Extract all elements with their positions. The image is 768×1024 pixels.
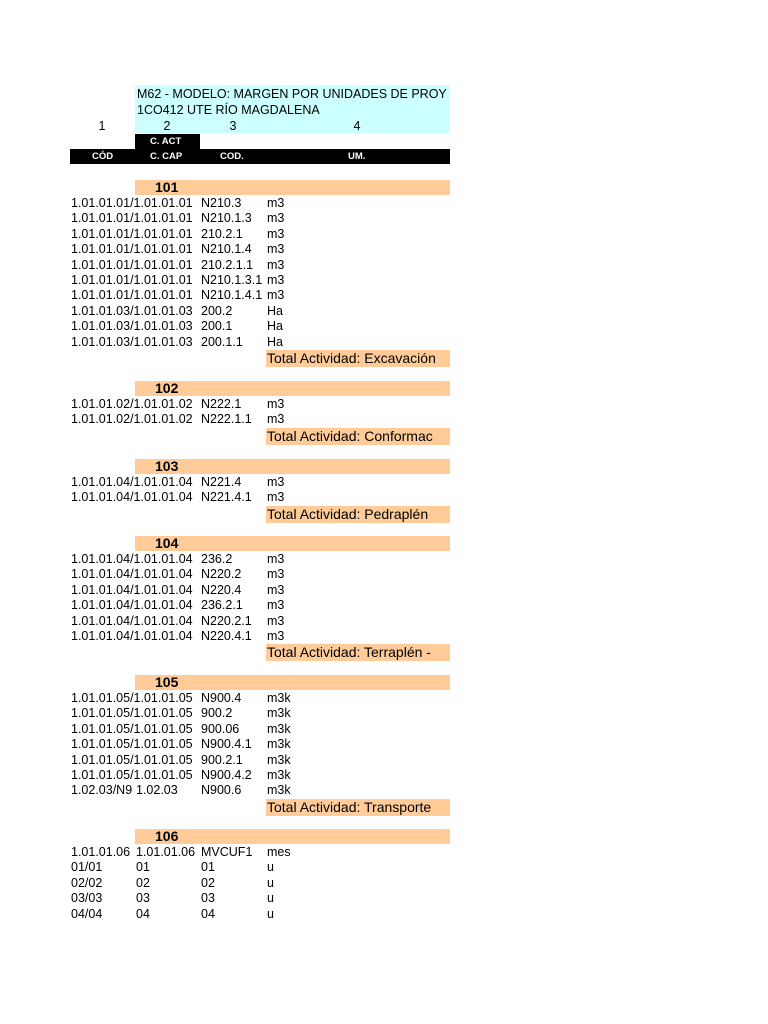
table-row [70,737,450,752]
column-number-2: 2 [163,119,171,133]
section-number: 106 [155,828,179,844]
activity-total: Total Actividad: Terraplén - [266,644,450,661]
cell-um: m3k [267,721,291,736]
cell-cod: 1.01.01.05/1.01.01.05 [71,752,193,767]
cell-code: N210.3 [201,196,242,210]
table-row [70,891,450,906]
table-row [70,304,450,319]
table-row [70,227,450,242]
column-number-4: 4 [353,119,361,133]
table-row [70,319,450,334]
table-row [70,258,450,273]
cell-c-cap: 04 [136,906,150,921]
cell-um: Ha [267,303,283,318]
cell-code: N220.4 [201,582,242,597]
cell-cod: 1.01.01.03/1.01.01.03 [71,334,193,349]
col-header-c-cap: C. CAP [150,151,183,162]
column-header-row [70,149,450,164]
col-header-um: UM. [348,151,366,162]
section-header [135,675,450,690]
table-row [70,629,450,644]
cell-code: N900.6 [201,783,242,798]
c-act-header [135,134,200,149]
cell-cod: 1.01.01.04/1.01.01.04 [71,582,193,597]
table-row [70,335,450,350]
cell-cod: 1.01.01.05/1.01.01.05 [71,768,193,782]
section-header [135,536,450,551]
report-title: M62 - MODELO: MARGEN POR UNIDADES DE PROY [137,87,447,101]
cell-code: 210.2.1.1 [201,257,254,272]
table-row [70,876,450,891]
cell-code: N222.1.1 [201,412,252,427]
table-row [70,614,450,629]
cell-um: m3 [267,288,285,303]
section-number: 105 [155,674,179,690]
cell-c-cap: 01 [136,860,150,875]
cell-cod: 1.01.01.05/1.01.01.05 [71,691,193,705]
section-header [135,829,450,844]
cell-code: N221.4.1 [201,490,252,505]
cell-code: N900.4.2 [201,768,252,782]
section-header [135,381,450,396]
cell-um: m3 [267,226,285,241]
cell-cod: 1.01.01.05/1.01.01.05 [71,706,193,721]
cell-code: N900.4.1 [201,737,252,752]
table-row [70,768,450,783]
cell-code: N900.4 [201,691,242,705]
cell-um: m3k [267,706,291,721]
cell-um: m3 [267,490,285,505]
table-row [70,397,450,412]
col-header-code: COD. [220,151,244,162]
cell-um: m3 [267,196,285,210]
cell-cod: 04/04 [71,906,103,921]
column-number-1: 1 [98,119,106,133]
section-header [135,180,450,195]
cell-um: m3k [267,783,291,798]
cell-cod: 1.01.01.04/1.01.01.04 [71,567,193,582]
cell-cod: 1.01.01.03/1.01.01.03 [71,319,193,334]
table-row [70,783,450,798]
cell-code: N210.1.4.1 [201,288,263,303]
cell-code: 900.2.1 [201,752,243,767]
cell-code: 900.2 [201,706,233,721]
cell-cod: 1.01.01.05/1.01.01.05 [71,737,193,752]
activity-total: Total Actividad: Pedraplén [266,506,450,523]
cell-um: m3 [267,211,285,226]
table-row [70,412,450,427]
table-row [70,242,450,257]
cell-c-cap: 1.02.03 [136,783,178,798]
activity-total: Total Actividad: Excavación [266,350,450,367]
table-row [70,288,450,303]
cell-um: Ha [267,319,283,334]
cell-cod: 1.02.03/N9 [71,783,133,798]
cell-cod: 1.01.01.02/1.01.01.02 [71,412,193,427]
section-number: 102 [155,380,179,396]
c-act-label: C. ACT [150,136,182,147]
cell-code: 01 [201,860,215,875]
cell-cod: 02/02 [71,875,103,890]
cell-code: N210.1.3 [201,211,252,226]
cell-cod: 1.01.01.01/1.01.01.01 [71,288,193,303]
activity-total: Total Actividad: Conformac [266,428,450,445]
table-row [70,845,450,860]
table-row [70,567,450,582]
cell-um: m3 [267,257,285,272]
table-row [70,552,450,567]
cell-code: 200.2 [201,303,233,318]
cell-code: 04 [201,906,215,921]
cell-code: N220.2 [201,567,242,582]
cell-cod: 1.01.01.05/1.01.01.05 [71,721,193,736]
table-row [70,907,450,922]
table-row [70,753,450,768]
cell-code: 02 [201,875,215,890]
table-row [70,196,450,211]
table-row [70,706,450,721]
cell-cod: 1.01.01.04/1.01.01.04 [71,613,193,628]
cell-um: m3 [267,475,285,489]
column-number-3: 3 [229,119,237,133]
cell-um: m3k [267,691,291,705]
cell-um: m3 [267,397,285,411]
cell-cod: 1.01.01.01/1.01.01.01 [71,257,193,272]
cell-cod: 1.01.01.04/1.01.01.04 [71,475,193,489]
cell-um: m3k [267,752,291,767]
cell-cod: 1.01.01.01/1.01.01.01 [71,211,193,226]
cell-cod: 1.01.01.04/1.01.01.04 [71,598,193,613]
cell-um: u [267,875,274,890]
cell-um: m3 [267,412,285,427]
cell-cod: 1.01.01.04/1.01.01.04 [71,552,193,566]
cell-c-cap: 02 [136,875,150,890]
table-row [70,273,450,288]
cell-cod: 1.01.01.01/1.01.01.01 [71,196,193,210]
cell-um: u [267,906,274,921]
cell-um: m3 [267,629,285,643]
cell-code: 236.2.1 [201,598,243,613]
cell-um: m3 [267,613,285,628]
cell-um: m3 [267,567,285,582]
cell-um: m3 [267,552,285,566]
cell-um: m3 [267,273,285,287]
section-header [135,459,450,474]
cell-code: N221.4 [201,475,242,489]
cell-cod: 01/01 [71,860,103,875]
section-number: 103 [155,458,179,474]
cell-um: Ha [267,334,283,349]
activity-total: Total Actividad: Transporte [266,799,450,816]
cell-cod: 1.01.01.03/1.01.01.03 [71,303,193,318]
cell-cod: 1.01.01.01/1.01.01.01 [71,226,193,241]
section-number: 104 [155,535,179,551]
spreadsheet [70,85,450,925]
cell-um: u [267,860,274,875]
cell-code: 03 [201,891,215,906]
table-row [70,598,450,613]
cell-c-cap: 03 [136,891,150,906]
cell-cod: 1.01.01.04/1.01.01.04 [71,629,193,643]
cell-um: m3 [267,598,285,613]
cell-code: 200.1.1 [201,334,243,349]
table-row [70,691,450,706]
cell-code: 210.2.1 [201,226,243,241]
cell-code: 200.1 [201,319,233,334]
cell-um: m3k [267,768,291,782]
cell-code: N222.1 [201,397,242,411]
cell-c-cap: 1.01.01.06 [136,845,196,859]
cell-code: N210.1.4 [201,242,252,257]
col-header-cod: CÓD [92,151,114,162]
cell-code: N220.4.1 [201,629,252,643]
cell-um: m3k [267,737,291,752]
cell-um: m3 [267,582,285,597]
cell-um: mes [267,845,291,859]
table-row [70,722,450,737]
cell-code: MVCUF1 [201,845,253,859]
cell-code: N220.2.1 [201,613,252,628]
cell-code: 236.2 [201,552,233,566]
cell-code: N210.1.3.1 [201,273,263,287]
cell-code: 900.06 [201,721,240,736]
project-name: 1CO412 UTE RÍO MAGDALENA [137,103,320,117]
table-row [70,860,450,875]
table-row [70,475,450,490]
table-row [70,490,450,505]
cell-um: m3 [267,242,285,257]
cell-cod: 1.01.01.02/1.01.01.02 [71,397,193,411]
section-number: 101 [155,179,179,195]
cell-cod: 03/03 [71,891,103,906]
cell-cod: 1.01.01.04/1.01.01.04 [71,490,193,505]
table-row [70,211,450,226]
cell-cod: 1.01.01.01/1.01.01.01 [71,242,193,257]
cell-cod: 1.01.01.06 [71,845,131,859]
table-row [70,583,450,598]
cell-cod: 1.01.01.01/1.01.01.01 [71,273,193,287]
cell-um: u [267,891,274,906]
